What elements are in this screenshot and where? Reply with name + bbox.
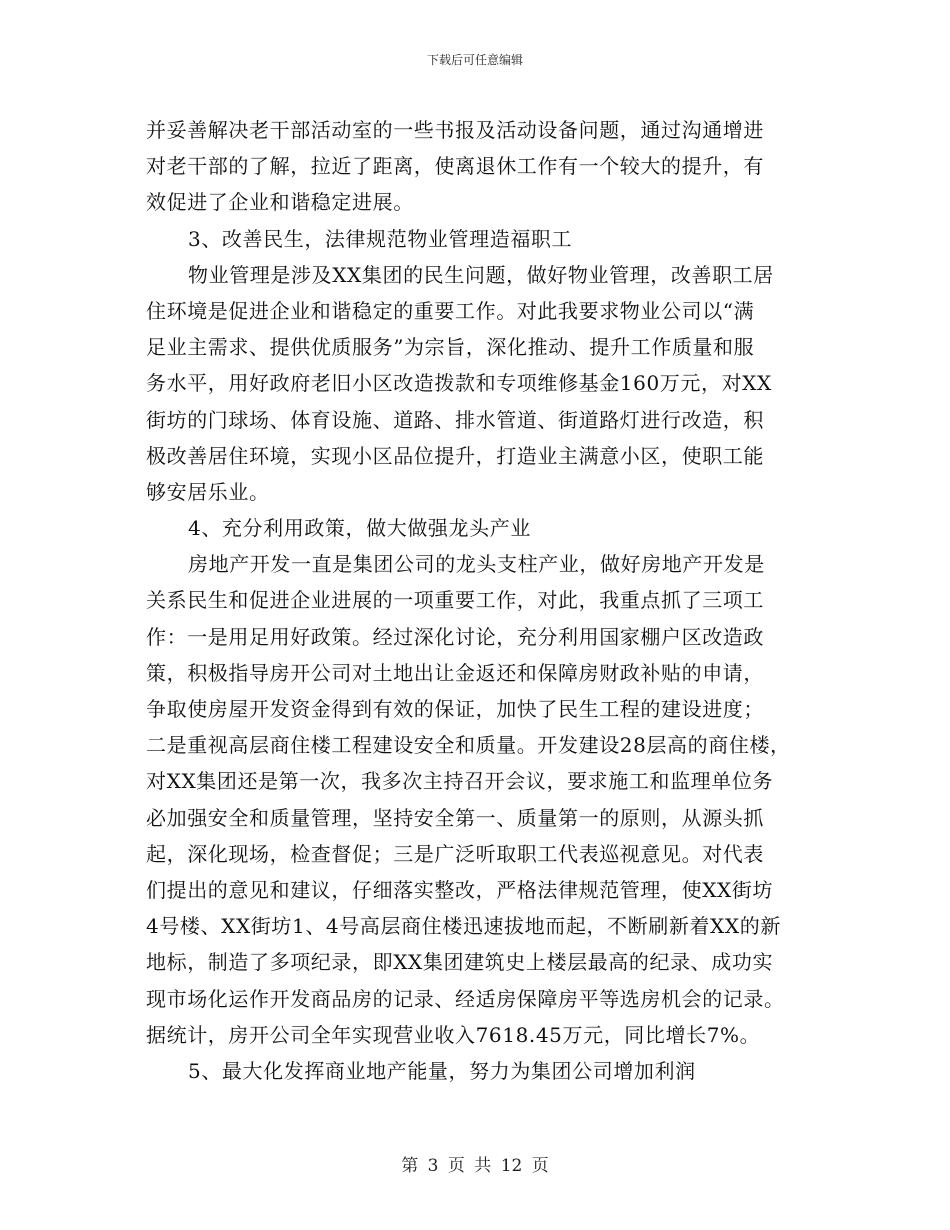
text-line: 4号楼、XX街坊1、4号高层商住楼迅速拔地而起，不断刷新着XX的新: [146, 914, 781, 939]
document-body: [146, 112, 836, 1089]
text-line: 极改善居住环境，实现小区品位提升，打造业主满意小区，使职工能: [146, 443, 764, 468]
text-line: 街坊的门球场、体育设施、道路、排水管道、街道路灯进行改造，积: [146, 407, 764, 432]
text-line: 二是重视高层商住楼工程建设安全和质量。开发建设28层高的商住楼，: [146, 733, 791, 758]
text-line: 争取使房屋开发资金得到有效的保证，加快了民生工程的建设进度；: [146, 697, 764, 721]
page-header: 下载后可任意编辑: [426, 53, 523, 67]
text-line: 足业主需求、提供优质服务”为宗旨，深化推动、提升工作质量和服: [146, 335, 755, 360]
text-line: 房地产开发一直是集团公司的龙头支柱产业，做好房地产开发是: [188, 552, 765, 577]
text-line: 对XX集团还是第一次，我多次主持召开会议，要求施工和监理单位务: [146, 769, 774, 794]
text-line: 据统计，房开公司全年实现营业收入7618.45万元，同比增长7%。: [146, 1022, 761, 1047]
text-line: 并妥善解决老干部活动室的一些书报及活动设备问题，通过沟通增进: [146, 118, 764, 142]
text-line: 住环境是促进企业和谐稳定的重要工作。对此我要求物业公司以“满: [146, 298, 755, 323]
text-line: 必加强安全和质量管理，坚持安全第一、质量第一的原则，从源头抓: [146, 805, 764, 830]
text-line: 够安居乐业。: [146, 479, 270, 504]
text-line: 现市场化运作开发商品房的记录、经适房保障房平等选房机会的记录。: [146, 986, 785, 1011]
page-footer: 第 3 页 共 12 页: [401, 1156, 549, 1176]
text-line: 关系民生和促进企业进展的一项重要工作，对此，我重点抓了三项工: [146, 588, 764, 613]
text-line: 地标，制造了多项纪录，即XX集团建筑史上楼层最高的纪录、成功实: [146, 950, 774, 975]
section-heading-5: 5、最大化发挥商业地产能量，努力为集团公司增加利润: [188, 1058, 696, 1083]
text-line: 物业管理是涉及XX集团的民生问题，做好物业管理，改善职工居: [188, 262, 774, 287]
section-heading-4: 4、充分利用政策，做大做强龙头产业: [188, 516, 531, 541]
section-heading-3: 3、改善民生，法律规范物业管理造福职工: [188, 226, 573, 251]
text-line: 对老干部的了解，拉近了距离，使离退休工作有一个较大的提升，有: [146, 154, 764, 179]
text-line: 们提出的意见和建议，仔细落实整改，严格法律规范管理，使XX街坊: [146, 877, 774, 902]
text-line: 起，深化现场，检查督促；三是广泛听取职工代表巡视意见。对代表: [146, 841, 764, 866]
text-line: 效促进了企业和谐稳定进展。: [146, 190, 414, 215]
text-line: 作：一是用足用好政策。经过深化讨论，充分利用国家棚户区改造政: [146, 624, 764, 649]
text-line: 务水平，用好政府老旧小区改造拨款和专项维修基金160万元，对XX: [146, 371, 772, 396]
text-line: 策，积极指导房开公司对土地出让金返还和保障房财政补贴的申请，: [146, 660, 764, 685]
